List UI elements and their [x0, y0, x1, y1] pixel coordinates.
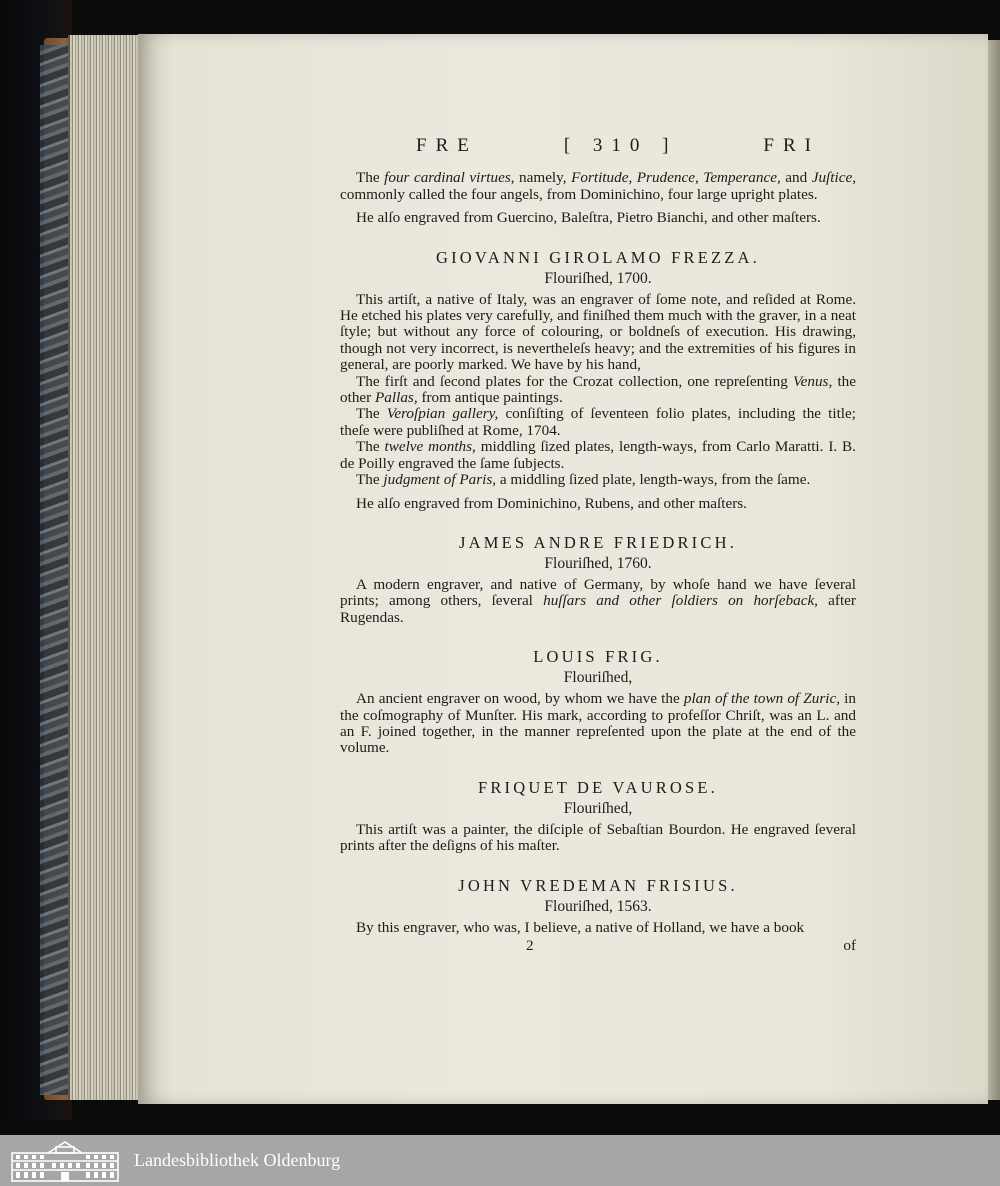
entry-title: GIOVANNI GIROLAMO FREZZA.	[436, 247, 760, 267]
intro-paragraph-1: The four cardinal virtues, namely, Fortitude, Prudence, Temperance, and Juſtice, commonly called the four angels, from Dominichino, four large upright plates.	[340, 169, 856, 203]
running-head	[416, 135, 820, 156]
entry-paragraph: This artiſt, a native of Italy, was an engraver of ſome note, and reſided at Rome. He etched his plates very carefully, and finiſhed them much with the graver, in a neat ſtyle; but without any force of colouring, or boldneſs of execution. His drawing, though not very incorrect, is nevertheleſs heavy; and the extremities of his figures in general, are poorly marked. We have by his hand,	[340, 290, 856, 374]
intro-paragraph-2: He alſo engraved from Guercino, Baleſtra, Pietro Bianchi, and other maſters.	[356, 209, 821, 227]
entry-paragraph: He alſo engraved from Dominichino, Rubens, and other maſters.	[356, 494, 747, 512]
entry-paragraph: The judgment of Paris, a middling ſized plate, length-ways, from the ſame.	[356, 471, 811, 489]
entry-paragraph: The firſt and ſecond plates for the Crozat collection, one repreſenting Venus, the other Pallas, from antique paintings.	[340, 372, 856, 407]
page-number: [ 310 ]	[563, 135, 678, 156]
entry-friedrich	[340, 534, 856, 626]
library-name: Landesbibliothek Oldenburg	[134, 1150, 341, 1170]
running-head-right: FRI	[763, 135, 820, 156]
library-building-logo-icon	[8, 1139, 122, 1183]
entry-frisius	[340, 877, 856, 936]
entry-paragraph: By this engraver, who was, I believe, a native of Holland, we have a book	[356, 918, 805, 936]
entry-paragraph: The twelve months, middling ſized plates, length-ways, from Carlo Maratti. I. B. de Poilly engraved the ſame ſubjects.	[340, 438, 856, 472]
entry-frezza	[340, 249, 856, 512]
entry-frig	[340, 648, 856, 757]
entry-title: JOHN VREDEMAN FRISIUS.	[458, 875, 738, 895]
page-edges	[68, 35, 145, 1100]
entry-paragraph: A modern engraver, and native of Germany, by whoſe hand we have ſeveral prints; among others, ſeveral huſſars and other ſoldiers on horſeback, after Rugendas.	[340, 575, 856, 626]
entry-date: Flouriſhed, 1700.	[544, 269, 652, 287]
entry-title: JAMES ANDRE FRIEDRICH.	[458, 532, 738, 552]
entry-paragraph: This artiſt was a painter, the diſciple of Sebaſtian Bourdon. He engraved ſeveral prints after the deſigns of his maſter.	[340, 820, 856, 855]
entry-paragraph: The Veroſpian gallery, conſiſting of ſeventeen folio plates, including the title; theſe were publiſhed at Rome, 1704.	[340, 405, 856, 439]
signature-mark: 2	[526, 936, 534, 954]
page-footer	[340, 938, 856, 954]
entry-title: LOUIS FRIG.	[533, 647, 663, 667]
marbled-cover	[40, 45, 70, 1095]
running-head-left: FRE	[416, 135, 478, 156]
page-text-block	[340, 130, 856, 954]
entry-paragraph: An ancient engraver on wood, by whom we have the plan of the town of Zuric, in the coſmography of Munſter. His mark, according to profeſſor Chriſt, was an L. and an F. joined together, in the manner repreſented upon the plate at the end of the volume.	[340, 690, 856, 757]
entry-vaurose	[340, 779, 856, 855]
library-banner	[0, 1135, 1000, 1186]
entry-date: Flouriſhed, 1760.	[544, 554, 652, 572]
entry-title: FRIQUET DE VAUROSE.	[477, 777, 719, 797]
entry-date: Flouriſhed,	[563, 669, 633, 687]
catchword: of	[843, 936, 856, 954]
entry-date: Flouriſhed, 1563.	[544, 897, 652, 915]
entry-date: Flouriſhed,	[563, 799, 633, 817]
